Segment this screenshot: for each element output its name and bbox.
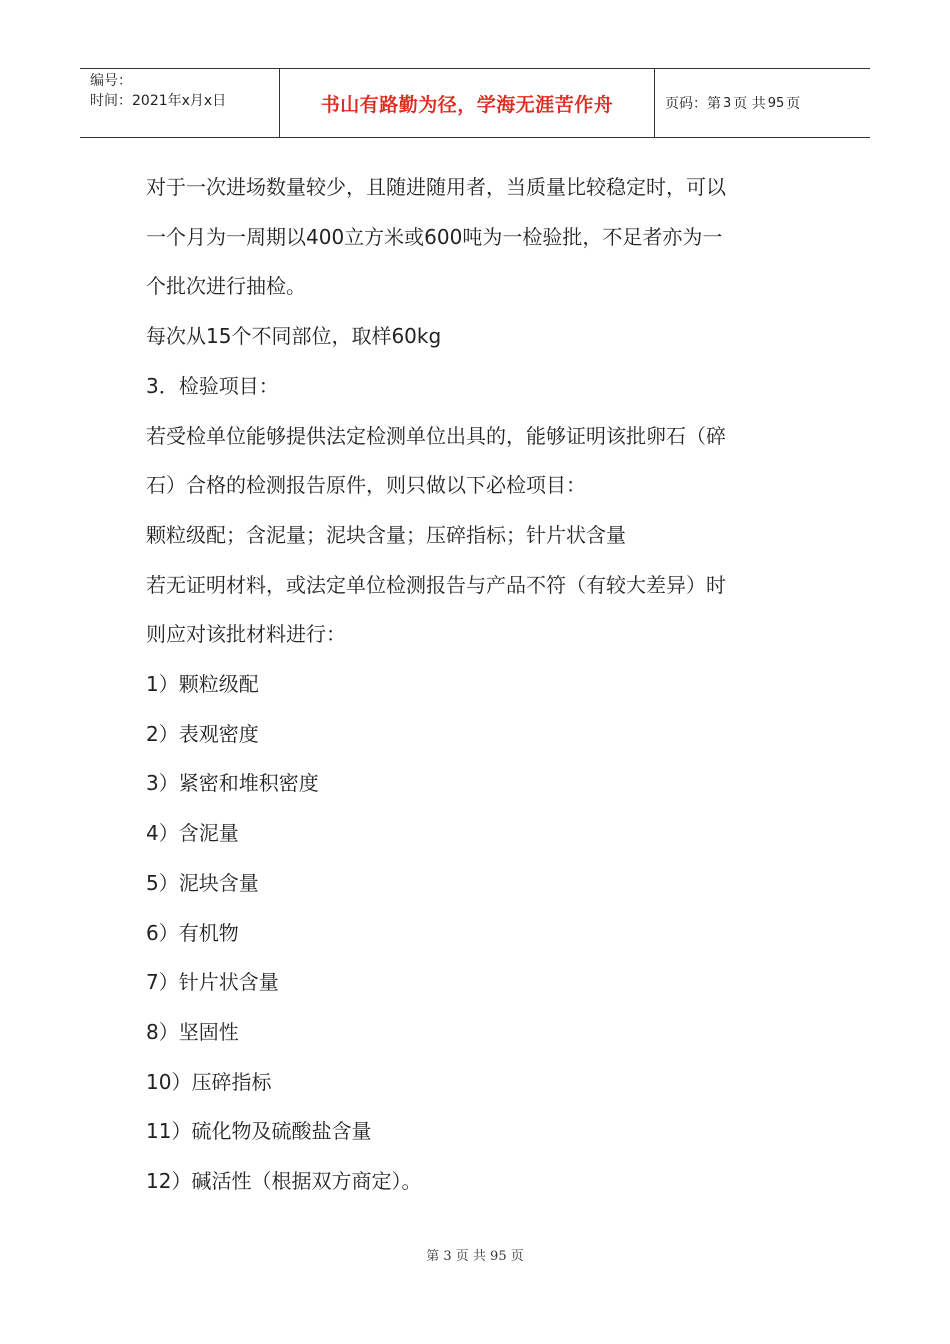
list-item: 10）压碎指标 [146,1069,272,1094]
page-footer: 第 3 页 共 95 页 [426,1249,524,1264]
body-line: 石）合格的检测报告原件，则只做以下必检项目： [146,473,586,498]
page-info-total: 95 [767,95,785,111]
body-line: 每次从15个不同部位，取样60kg [146,324,442,349]
list-item: 6）有机物 [146,920,239,945]
document-date: 时间：2021年x月x日 [90,93,227,109]
header-meta [80,69,280,137]
header-motto: 书山有路勤为径，学海无涯苦作舟 [280,69,655,137]
list-item: 2）表观密度 [146,721,259,746]
list-item: 3）紧密和堆积密度 [146,771,319,796]
list-item: 5）泥块含量 [146,870,259,895]
page-info-suffix: 页 [786,96,801,112]
page-info-prefix: 页码：第 [665,96,721,112]
list-item: 12）碱活性（根据双方商定）。 [146,1169,422,1194]
document-number-label: 编号： [90,73,132,89]
list-item: 11）硫化物及硫酸盐含量 [146,1119,372,1144]
body-line: 则应对该批材料进行： [146,622,346,647]
page-info-middle: 页 共 [733,96,766,112]
list-item: 1）颗粒级配 [146,672,259,697]
body-line: 对于一次进场数量较少，且随进随用者，当质量比较稳定时，可以 [146,175,726,199]
document-body [146,163,812,1207]
body-line: 颗粒级配；含泥量；泥块含量；压碎指标；针片状含量 [146,522,626,547]
list-item: 7）针片状含量 [146,970,279,995]
body-line: 若无证明材料，或法定单位检测报告与产品不符（有较大差异）时 [146,572,726,597]
body-line: 一个月为一周期以400立方米或600吨为一检验批，不足者亦为一 [146,224,723,249]
page-header [80,68,870,138]
list-item: 4）含泥量 [146,821,239,846]
section-heading: 3．检验项目： [146,373,279,398]
body-line: 若受检单位能够提供法定检测单位出具的，能够证明该批卵石（碎 [146,423,726,448]
page-info-current: 3 [723,95,732,111]
body-line: 个批次进行抽检。 [146,274,306,299]
list-item: 8）坚固性 [146,1019,239,1044]
header-page-info [655,69,870,137]
